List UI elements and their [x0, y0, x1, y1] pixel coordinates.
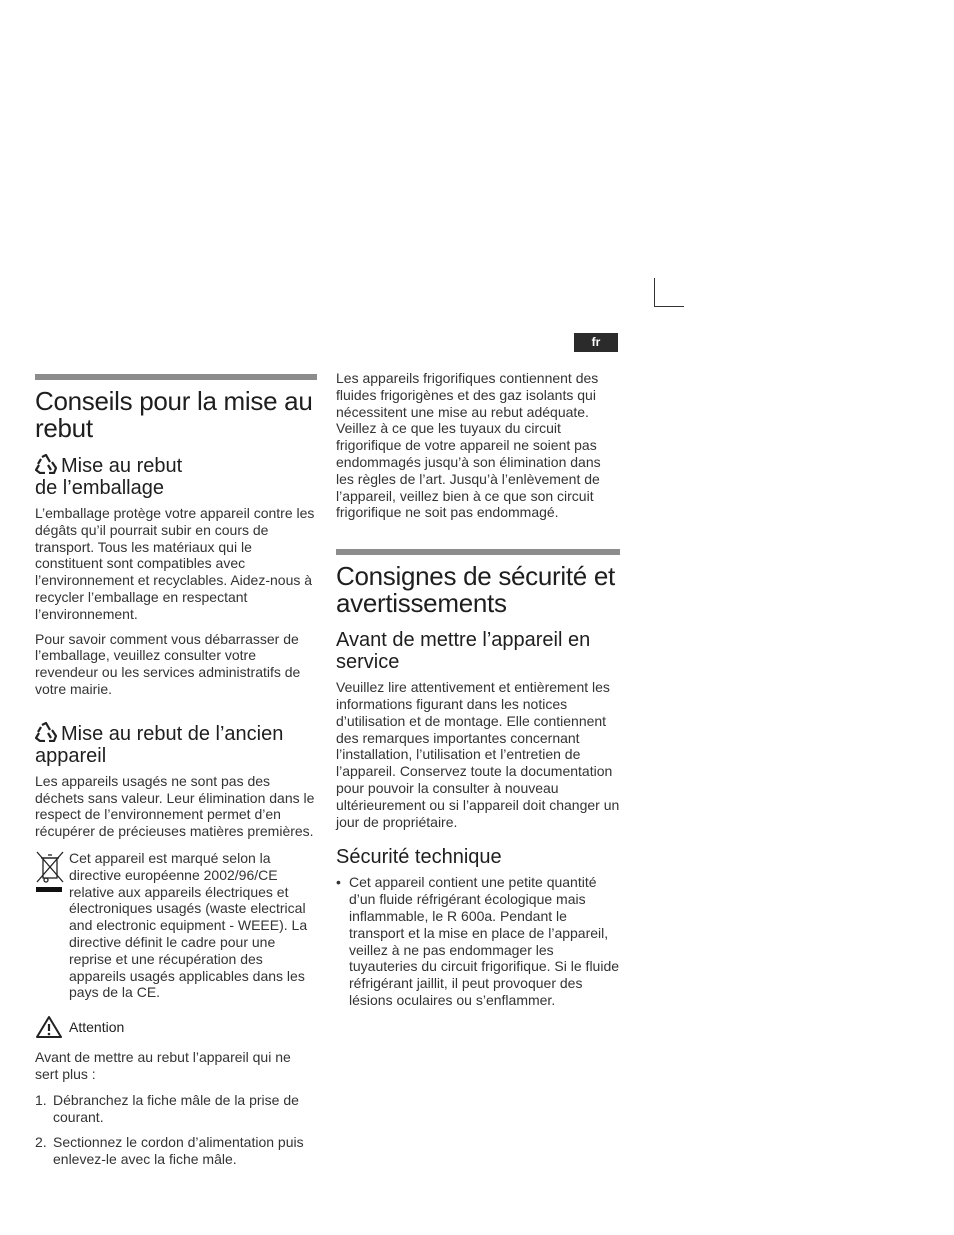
- attention-label: Attention: [69, 1019, 125, 1036]
- crop-mark: [654, 278, 684, 307]
- warning-icon: [35, 1015, 63, 1039]
- list-item: • Cet appareil contient une petite quantité d’un fluide réfrigérant écologique mais inflammable, le R 600a. Pendant le transport et la mise en place de l’appareil, veillez à ne pas endommager les tuyauteries du circuit frigorifique. Si le fluide réfrigérant jaillit, il peut provoquer des lésions oculaires ou s’enflammer.: [336, 874, 620, 1008]
- steps-list: [35, 1092, 317, 1168]
- list-item: 2. Sectionnez le cordon d’alimentation puis enlevez-le avec la fiche mâle.: [35, 1134, 304, 1168]
- right-column: [336, 370, 620, 1009]
- bullet: •: [336, 874, 341, 891]
- before-use-paragraph: Veuillez lire attentivement et entièrement les informations figurant dans les notices d’utilisation et de montage. Elle contiennent des remarques importantes concernant l’installation, l’utilisation et l’entretien de l’appareil. Conservez toute la documentation pour pouvoir la consulter à nouveau ultérieurement ou si l’appareil doit changer un jour de propriétaire.: [336, 679, 620, 830]
- technical-safety-heading: Sécurité technique: [336, 846, 502, 869]
- recycle-icon: [35, 722, 57, 742]
- old-appliance-paragraph: Les appareils usagés ne sont pas des déchets sans valeur. Leur élimination dans le respect de l’environnement permet d’en récupérer de précieuses matières premières.: [35, 772, 315, 840]
- page-title: Conseils pour la mise au rebut: [35, 386, 313, 443]
- before-use-heading: Avant de mettre l’appareil en service: [336, 629, 591, 674]
- left-column: [35, 374, 317, 1177]
- technical-safety-list: [336, 874, 620, 1008]
- old-appliance-heading-text: Mise au rebut de l’ancien appareil: [35, 722, 284, 767]
- packaging-heading-line1: Mise au rebut: [61, 455, 183, 477]
- section-bar: [35, 374, 317, 380]
- weee-text: Cet appareil est marqué selon la directive européenne 2002/96/CE relative aux appareils électriques et électroniques usagés (waste electrical and electronic equipment - WEEE). La directive définit le cadre pour une reprise et une récupération des appareils usagés applicables dans les pays de la CE.: [69, 849, 308, 1001]
- packaging-paragraph-2: Pour savoir comment vous débarrasser de l’emballage, veuillez consulter votre revendeur ou les services administratifs de votre mairie.: [35, 630, 301, 697]
- crossed-bin-icon: [35, 850, 65, 894]
- attention-notice: [35, 1015, 317, 1039]
- safety-title: Consignes de sécurité et avertissements: [336, 561, 615, 619]
- packaging-disposal-heading: [35, 454, 317, 499]
- old-appliance-disposal-heading: [35, 722, 317, 767]
- language-tab: fr: [574, 333, 618, 352]
- list-item: 1. Débranchez la fiche mâle de la prise de courant.: [35, 1091, 299, 1125]
- packaging-heading-line2: de l’emballage: [35, 477, 164, 499]
- recycle-icon: [35, 454, 57, 474]
- attention-intro: Avant de mettre au rebut l’appareil qui ne sert plus :: [35, 1049, 291, 1082]
- refrigerant-intro-paragraph: Les appareils frigorifiques contiennent des fluides frigorigènes et des gaz isolants qui nécessitent une mise au rebut adéquate. Veillez à ce que les tuyaux du circuit frigorifique de votre appareil ne soient pas endommagés jusqu’à son élimination dans les règles de l’art. Jusqu’à l’enlèvement de l’appareil, veillez bien à ce que son circuit frigorifique ne soit pas endommagé.: [336, 370, 601, 521]
- section-bar: [336, 549, 620, 555]
- packaging-paragraph-1: L’emballage protège votre appareil contre les dégâts qu’il pourrait subir en cours de transport. Tous les matériaux qui le constituent sont compatibles avec l’environnement et recyclables. Aidez-nous à recycler l’emballage en respectant l’environnement.: [35, 505, 315, 622]
- weee-notice: [35, 850, 317, 1001]
